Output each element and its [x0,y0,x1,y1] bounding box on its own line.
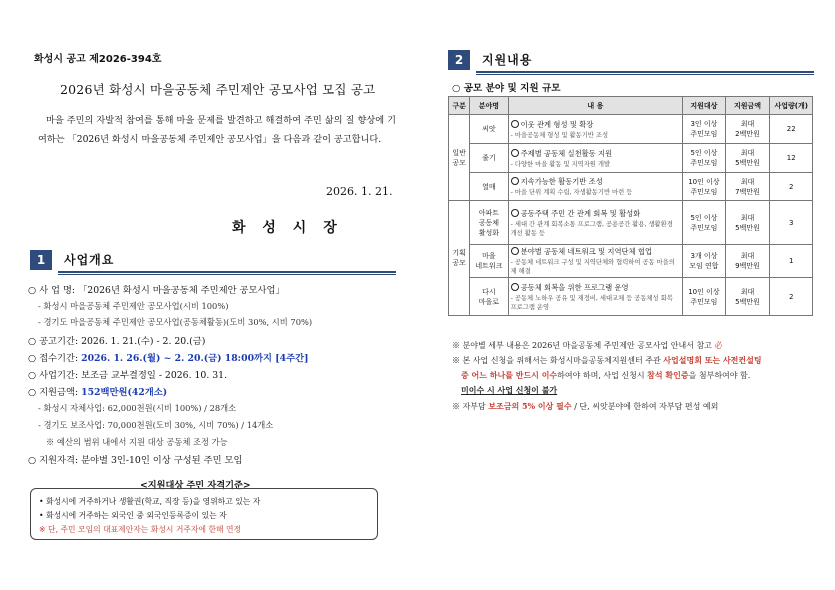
amount-cell: 최대 2백만원 [725,115,770,144]
content-main [511,209,681,219]
section1-number: 1 [30,250,52,270]
content-cell [508,245,683,278]
content-cell [508,278,683,316]
notice-period: ○ 공고기간: 2026. 1. 21.(수) - 2. 20.(금) [28,336,206,347]
field-cell: 아파트 공동체 활성화 [470,201,508,245]
count-cell: 1 [770,245,813,278]
document-title: 2026년 화성시 마을공동체 주민제안 공모사업 모집 공고 [60,82,376,97]
note-3-text-2: 을 첨부하여야 함. [688,371,751,380]
receipt-label: ○ 접수기간: [28,353,79,364]
support-amount [28,384,167,398]
target-cell: 3개 이상 모임 연합 [683,245,726,278]
receipt-period [28,350,308,364]
content-cell [508,144,683,173]
note-2 [452,355,762,366]
criteria-item: • 화성시에 거주하거나 생활권(학교, 직장 등)을 영위하고 있는 자 [39,497,261,506]
note-5 [452,401,718,412]
circle-bullet-icon [511,209,519,217]
note-4: 미이수 시 사업 신청이 불가 [461,385,558,395]
circle-bullet-icon [511,149,519,157]
amount-sub-1: - 화성시 자체사업: 62,000천원(시비 100%) / 28개소 [38,403,237,413]
table-header-row [449,97,813,115]
field-cell: 열매 [470,173,508,201]
count-cell: 2 [770,173,813,201]
section1-title: 사업개요 [64,253,115,267]
note-2-highlight: 사업설명회 또는 사전컨설팅 [663,355,762,365]
column-header: 사업량(개) [770,97,813,115]
column-header: 지원금액 [725,97,770,115]
criteria-note: ※ 단, 주민 모임의 대표제안자는 화성시 거주자에 한해 연정 [39,525,242,534]
note-3-highlight-2: 참석 확인증 [647,370,689,380]
content-cell [508,173,683,201]
section2-header [448,50,814,70]
project-period: ○ 사업기간: 보조금 교부결정일 - 2026. 10. 31. [28,370,228,381]
field-cell: 마을 네트워크 [470,245,508,278]
criteria-label: <지원대상 주민 자격기준> [140,480,251,491]
amount-label: ○ 지원금액: [28,387,79,398]
content-main-text: 공동체 회복을 위한 프로그램 운영 [520,282,629,292]
count-cell: 3 [770,201,813,245]
eligibility: ○ 지원자격: 분야별 3인-10인 이상 구성된 주민 모임 [28,455,243,466]
group-cell: 기획 공모 [449,201,470,316]
notice-date: 2026. 1. 21. [326,185,393,198]
project-sub-2: - 경기도 마을공동체 주민제안 공모사업(공동체활동)(도비 30%, 시비 70%) [38,317,313,327]
table-row [449,115,813,144]
column-header: 지원대상 [683,97,726,115]
section1-rule-thin [58,274,396,275]
table-row [449,173,813,201]
target-cell: 5인 이상 주민모임 [683,144,726,173]
signer: 화 성 시 장 [232,220,343,236]
field-cell: 다시 마을로 [470,278,508,316]
note-5-text: ※ 자부담 [452,402,486,411]
field-cell: 줄기 [470,144,508,173]
content-main [511,247,681,257]
circle-bullet-icon [511,283,519,291]
note-5-highlight: 보조금의 5% 이상 필수 [488,401,572,411]
content-detail: - 마을 단위 계획 수립, 자생활동기반 마련 등 [510,189,633,196]
column-header: 내 용 [508,97,683,115]
circle-bullet-icon [511,177,519,185]
count-cell: 2 [770,278,813,316]
content-main [511,149,681,159]
note-2-text: ※ 본 사업 신청을 위해서는 화성시마을공동체지원센터 주관 [452,356,661,365]
content-main-text: 지속가능한 활동기반 조성 [520,177,603,186]
content-detail: - 마을공동체 형성 및 활동기반 조성 [510,131,609,139]
content-main [511,120,681,130]
column-header: 구분 [449,97,470,115]
content-detail: - 세대 간 관계 회복소통 프로그램, 공용공간 활용, 생활환경 개선 활동 등 [510,220,673,237]
section2-rule-thin [476,74,814,75]
content-main-text: 분야별 공동체 네트워크 및 지역단체 협업 [520,247,653,256]
amount-note: ※ 예산의 범위 내에서 지원 대상 공동체 조정 가능 [46,437,228,447]
amount-cell: 최대 7백만원 [725,173,770,201]
criteria-box [30,488,378,540]
content-cell [508,115,683,144]
content-cell [508,201,683,245]
amount-cell: 최대 5백만원 [725,278,770,316]
note-1 [452,340,722,351]
content-detail: - 공동체 네트워크 구성 및 지역단체와 협력하여 공동 마을의제 해결 [510,259,675,275]
support-table [448,96,813,316]
note-3 [461,370,750,381]
amount-cell: 최대 5백만원 [725,201,770,245]
field-cell: 씨앗 [470,115,508,144]
content-main-text: 주제별 공동체 실천활동 지원 [520,148,613,158]
content-main [511,283,681,293]
section1-header [30,250,396,270]
section2-title: 지원내용 [482,53,533,67]
table-row [449,245,813,278]
circle-bullet-icon [511,120,519,128]
table-row [449,278,813,316]
notice-number: 화성시 공고 제2026-394호 [34,54,162,65]
project-sub-1: - 화성시 마을공동체 주민제안 공모사업(시비 100%) [38,301,229,311]
intro-paragraph: 마을 주민의 자발적 참여를 통해 마을 문제를 발견하고 해결하여 주민 삶의 질 향상에 기여하는 「2026년 화성시 마을공동체 주민제안 공모사업」을 다음과 같이 공고합니다. [38,115,396,145]
target-cell: 3인 이상 주민모임 [683,115,726,144]
amount-sub-2: - 경기도 보조사업: 70,000천원(도비 30%, 시비 70%) / 14개소 [38,420,274,430]
table-row [449,144,813,173]
target-cell: 10인 이상 주민모임 [683,173,726,201]
receipt-value: 2026. 1. 26.(월) ~ 2. 20.(금) 18:00까지 [4주간] [81,353,309,364]
note-1-text: ※ 분야별 세부 내용은 2026년 마을공동체 주민제안 공모사업 안내서 참고 [452,341,712,350]
note-5-text-2: / 단, 씨앗분야에 한하여 자부담 편성 예외 [574,402,719,411]
content-main [511,177,681,187]
target-cell: 5인 이상 주민모임 [683,201,726,245]
amount-value: 152백만원(42개소) [81,387,168,398]
note-3-text: 하여야 하며, 사업 신청시 [557,371,645,380]
note-3-highlight: 중 어느 하나를 반드시 이수 [461,370,558,380]
target-cell: 10인 이상 주민모임 [683,278,726,316]
amount-cell: 최대 5백만원 [725,144,770,173]
section1-rule [58,271,396,273]
group-cell: 일반 공모 [449,115,470,201]
count-cell: 12 [770,144,813,173]
content-main-text: 공동주택 주민 간 관계 회복 및 활성화 [520,208,641,218]
section2-number: 2 [448,50,470,70]
content-detail: - 다양한 마을 활동 및 지역자원 개발 [510,160,611,168]
section2-rule [476,71,814,73]
circle-bullet-icon [511,247,519,255]
content-detail: - 공동체 노하우 공유 및 재정비, 세대교체 등 공동체성 회복 프로그램 운영 [510,294,673,311]
content-main-text: 이웃 관계 형성 및 확장 [520,119,594,129]
criteria-item: • 화성시에 거주하는 외국인 중 외국인등록증이 있는 자 [39,511,227,520]
project-name: ○ 사 업 명: 「2026년 화성시 마을공동체 주민제안 공모사업」 [28,285,285,296]
column-header: 분야명 [470,97,508,115]
amount-cell: 최대 9백만원 [725,245,770,278]
support-scale-heading: ○ 공모 분야 및 지원 규모 [452,83,561,94]
note-1-mark: 必 [714,341,723,350]
count-cell: 22 [770,115,813,144]
table-row [449,201,813,245]
